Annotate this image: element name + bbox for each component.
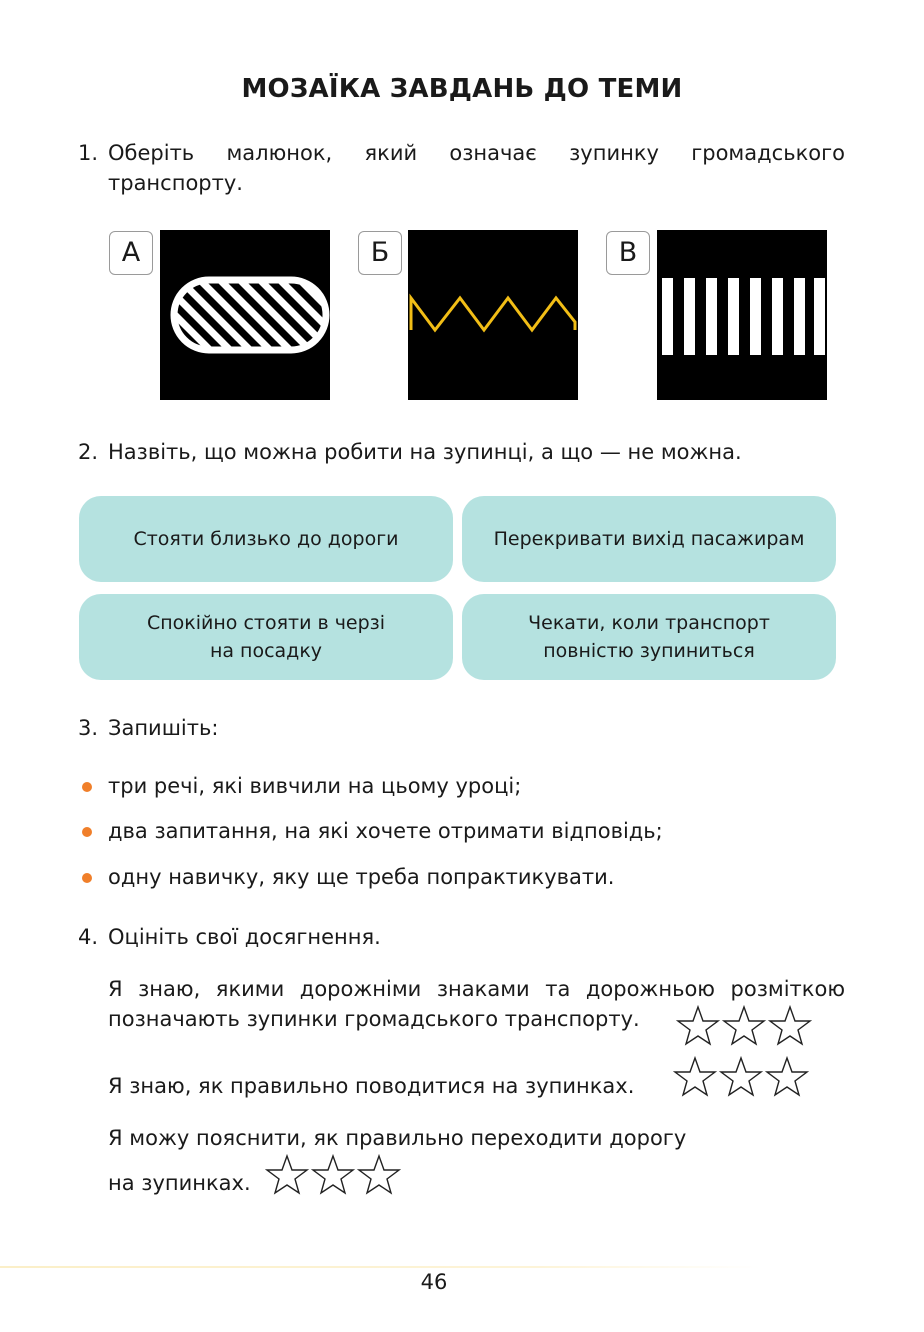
task-4 bbox=[78, 922, 845, 952]
behavior-card[interactable] bbox=[79, 594, 453, 680]
behavior-card[interactable] bbox=[79, 496, 453, 582]
hatched-oval-marking-icon[interactable] bbox=[160, 230, 330, 400]
task-text: Назвіть, що можна робити на зупинці, а що — не можна. bbox=[108, 440, 742, 464]
option-label-a[interactable]: А bbox=[109, 231, 153, 275]
empty-star-icon[interactable] bbox=[765, 1055, 809, 1099]
list-item-text: два запитання, на які хочете отримати відповідь; bbox=[108, 819, 663, 843]
rating-stars[interactable] bbox=[673, 1055, 809, 1099]
task-1 bbox=[78, 138, 845, 198]
list-item-text: одну навичку, яку ще треба попрактикувати. bbox=[108, 865, 615, 889]
statement-line-2: позначають зупинки громадського транспорту. bbox=[108, 1007, 640, 1031]
behavior-card[interactable] bbox=[462, 496, 836, 582]
statement-line-1: Я можу пояснити, як правильно переходити дорогу bbox=[108, 1126, 687, 1150]
option-label-c[interactable]: В bbox=[606, 231, 650, 275]
option-label-b[interactable]: Б bbox=[358, 231, 402, 275]
behavior-card[interactable] bbox=[462, 594, 836, 680]
card-text: Перекривати вихід пасажирам bbox=[493, 528, 805, 550]
bullet-dot-icon bbox=[82, 782, 92, 792]
statement-line-1: Я знаю, як правильно поводитися на зупинках. bbox=[108, 1074, 635, 1098]
task-3 bbox=[78, 713, 845, 743]
task-number: 3. bbox=[78, 716, 99, 740]
zebra-crossing-marking-icon[interactable] bbox=[657, 230, 827, 400]
task-2 bbox=[78, 437, 845, 467]
empty-star-icon[interactable] bbox=[357, 1153, 401, 1197]
empty-star-icon[interactable] bbox=[722, 1004, 766, 1048]
achievement-statement bbox=[108, 1071, 634, 1101]
task-number: 2. bbox=[78, 440, 99, 464]
footer-divider bbox=[0, 1266, 760, 1268]
empty-star-icon[interactable] bbox=[768, 1004, 812, 1048]
card-text: Стояти близько до дороги bbox=[133, 528, 399, 550]
list-item-text: три речі, які вивчили на цьому уроці; bbox=[108, 774, 522, 798]
statement-line-1: Я знаю, якими дорожніми знаками та дорожньою розміткою bbox=[108, 977, 845, 1001]
card-text-line-1: Спокійно стояти в черзі bbox=[146, 612, 386, 634]
statement-line-2: на зупинках. bbox=[108, 1171, 251, 1195]
card-text-line-1: Чекати, коли транспорт bbox=[528, 612, 770, 634]
rating-stars[interactable] bbox=[265, 1153, 401, 1197]
bullet-dot-icon bbox=[82, 873, 92, 883]
bullet-dot-icon bbox=[82, 827, 92, 837]
empty-star-icon[interactable] bbox=[719, 1055, 763, 1099]
task-text: Оберіть малюнок, який означає зупинку громадського транспорту. bbox=[108, 141, 845, 195]
yellow-zigzag-marking-icon[interactable] bbox=[408, 230, 578, 400]
empty-star-icon[interactable] bbox=[673, 1055, 717, 1099]
task-number: 4. bbox=[78, 925, 99, 949]
empty-star-icon[interactable] bbox=[676, 1004, 720, 1048]
task-text: Запишіть: bbox=[108, 716, 219, 740]
rating-stars[interactable] bbox=[676, 1004, 812, 1048]
page-number: 46 bbox=[420, 1270, 448, 1294]
task-text: Оцініть свої досягнення. bbox=[108, 925, 381, 949]
task-number: 1. bbox=[78, 141, 99, 165]
card-text-line-2: на посадку bbox=[209, 640, 323, 662]
empty-star-icon[interactable] bbox=[265, 1153, 309, 1197]
empty-star-icon[interactable] bbox=[311, 1153, 355, 1197]
page-title: МОЗАЇКА ЗАВДАНЬ ДО ТЕМИ bbox=[241, 74, 683, 104]
card-text-line-2: повністю зупиниться bbox=[543, 640, 755, 662]
